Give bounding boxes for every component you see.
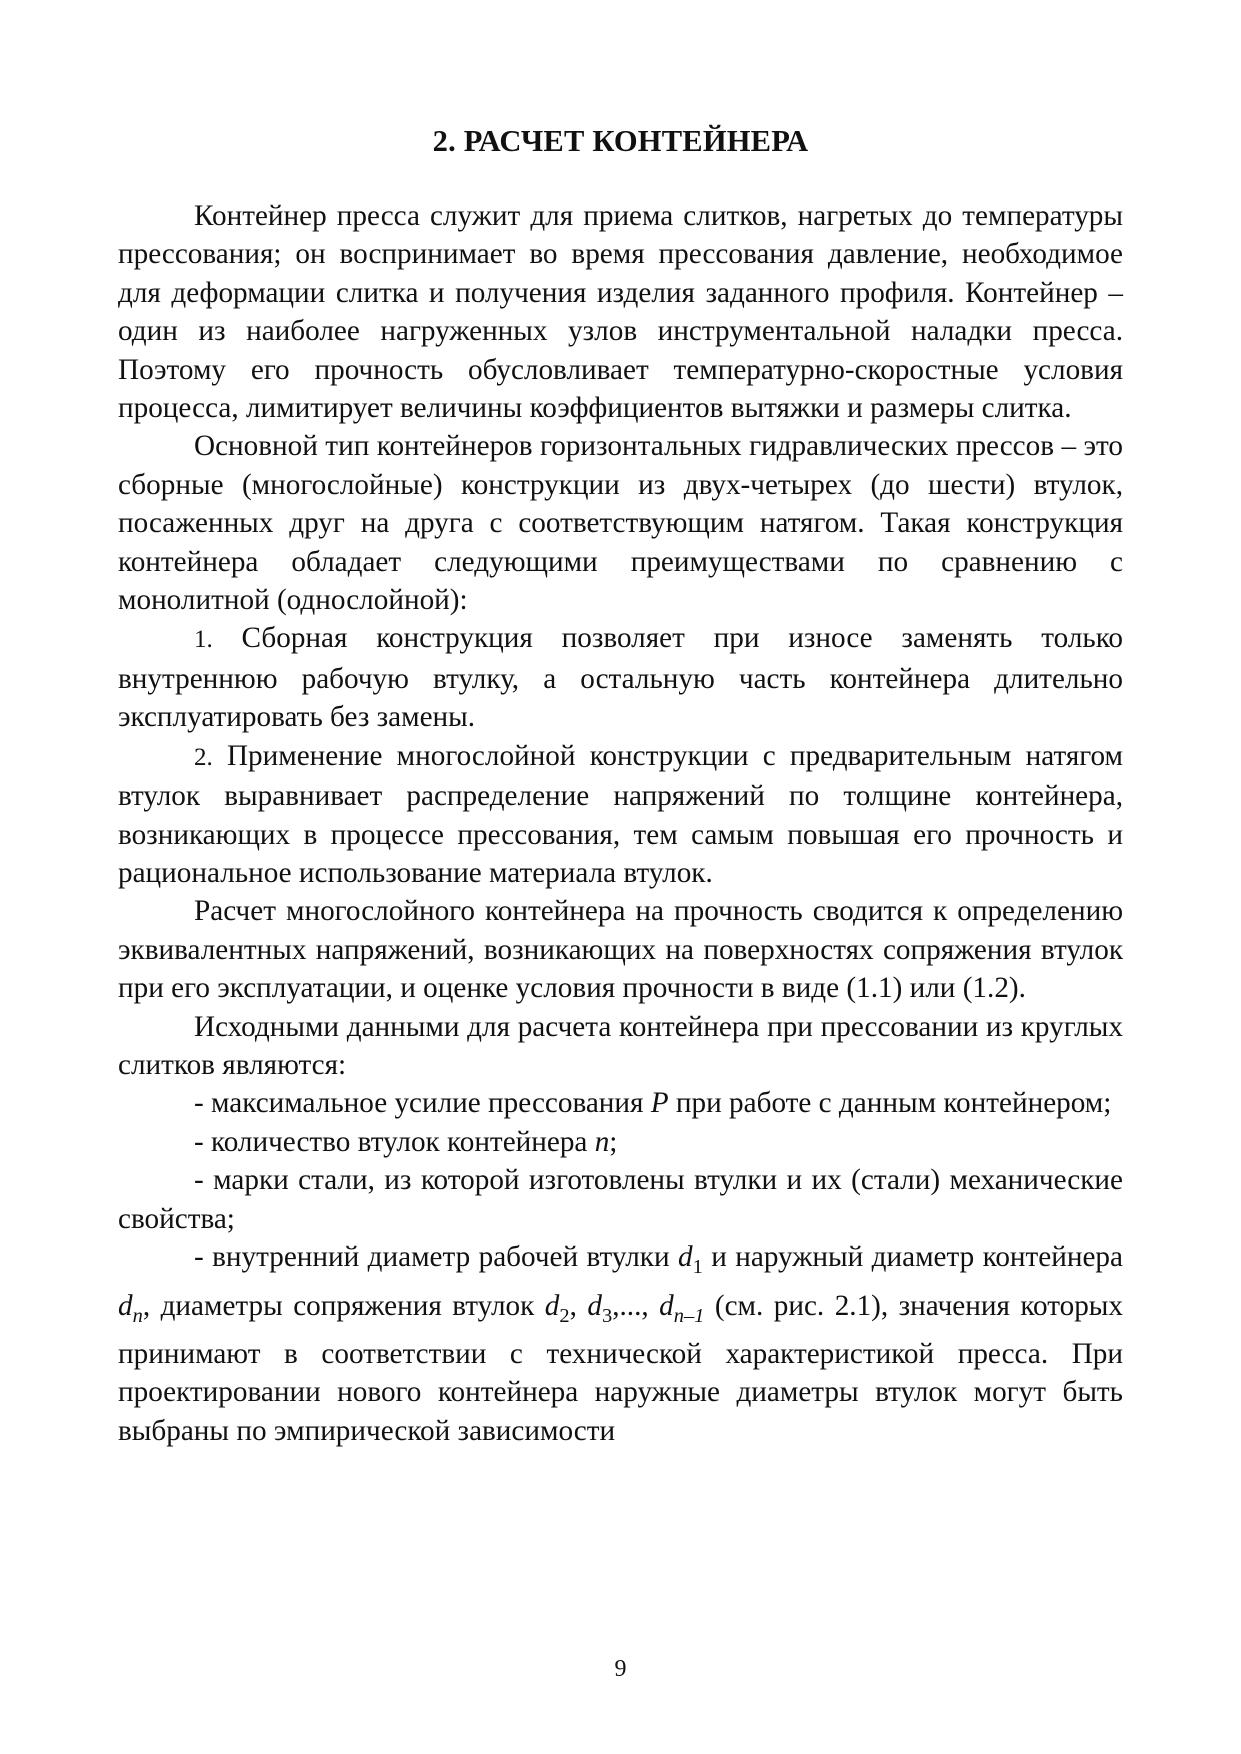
list-item-1-text: Сборная конструкция позволяет при износе заменять только внутреннюю рабочую втулку, а остальную часть контейнера длительно эксплуатировать без замены.	[118, 622, 1123, 734]
bullet-sleeve-count-end: ;	[609, 1125, 618, 1158]
variable-d2	[544, 1289, 570, 1327]
paragraph-container-types: Основной тип контейнеров горизонтальных гидравлических прессов – это сборные (многослойные) конструкции из двух-четырех (до шести) втулок, посаженных друг на друга с соответствующим натягом. Такая конструкция контейнера обладает следующими преимуществами по сравнению с монолитной (однослойной):	[118, 430, 1123, 617]
variable-P: P	[650, 1087, 669, 1120]
document-page	[118, 110, 1123, 1710]
list-item-1-number: 1.	[194, 626, 213, 654]
variable-d3	[587, 1289, 613, 1327]
list-item-2	[118, 737, 1123, 893]
page-number: 9	[614, 1656, 627, 1682]
variable-d3-subscript: 3	[601, 1304, 613, 1327]
bullet-diameters-text-c: , диаметры сопряжения втулок	[142, 1289, 535, 1322]
bullet-steel-grades: - марки стали, из которой изготовлены втулки и их (стали) механические свойства;	[118, 1164, 1123, 1235]
body-text	[118, 197, 1123, 1450]
section-heading: 2. РАСЧЕТ КОНТЕЙНЕРА	[432, 124, 809, 158]
variable-d2-base: d	[544, 1289, 560, 1322]
bullet-press-force	[118, 1084, 1123, 1122]
variable-n: n	[594, 1125, 610, 1158]
bullet-diameters-text-b: и наружный диаметр контейнера	[711, 1240, 1123, 1273]
bullet-diameters-text-a: - внутренний диаметр рабочей втулки	[194, 1240, 670, 1273]
variable-d3-base: d	[587, 1289, 602, 1322]
variable-dn-1-subscript: n–1	[673, 1304, 705, 1327]
variable-d1-subscript: 1	[692, 1256, 703, 1279]
variable-dn-base: d	[118, 1289, 133, 1322]
paragraph-input-data: Исходными данными для расчета контейнера при прессовании из круглых слитков являются:	[118, 1010, 1123, 1081]
bullet-diameters-text-d: (см. рис. 2.1), значения которых принимают в соответствии с технической характеристикой пресса. При проектировании нового контейнера наружные диаметры втулок могут быть выбраны по эмпирической зависимости	[118, 1289, 1124, 1447]
bullet-sleeve-count-text: - количество втулок контейнера	[194, 1125, 588, 1158]
variable-d1	[678, 1240, 703, 1279]
list-item-1	[118, 619, 1123, 736]
variable-dn	[118, 1289, 143, 1327]
bullet-diameters	[118, 1238, 1123, 1450]
list-item-2-text: Применение многослойной конструкции с предварительным натягом втулок выравнивает распределение напряжений по толщине контейнера, возникающих в процессе прессования, тем самым повышая его прочность и рациональное использование материала втулок.	[118, 739, 1123, 889]
bullet-press-force-text: - максимальное усилие прессования	[194, 1087, 644, 1120]
bullet-sleeve-count	[118, 1123, 1123, 1161]
variable-dn-subscript: n	[132, 1304, 143, 1327]
variable-dn-1-base: d	[659, 1289, 674, 1322]
paragraph-intro: Контейнер пресса служит для приема слитков, нагретых до температуры прессования; он воспринимает во время прессования давление, необходимое для деформации слитка и получения изделия заданного профиля. Контейнер – один из наиболее нагруженных узлов инструментальной наладки пресса. Поэтому его прочность обусловливает температурно-скоростные условия процесса, лимитирует величины коэффициентов вытяжки и размеры слитка.	[118, 200, 1123, 425]
variable-d2-subscript: 2	[559, 1304, 570, 1327]
list-item-2-number: 2.	[194, 743, 213, 771]
bullet-press-force-text-end: при работе с данным контейнером;	[675, 1087, 1112, 1120]
paragraph-calculation: Расчет многослойного контейнера на прочность сводится к определению эквивалентных напряжений, возникающих на поверхностях сопряжения втулок при его эксплуатации, и оценке условия прочности в виде (1.1) или (1.2).	[118, 895, 1123, 1005]
variable-d1-base: d	[678, 1240, 693, 1273]
separator-comma: ,	[569, 1289, 577, 1322]
variable-dn-1	[659, 1289, 705, 1327]
separator-ellipsis: ,...,	[612, 1289, 649, 1322]
